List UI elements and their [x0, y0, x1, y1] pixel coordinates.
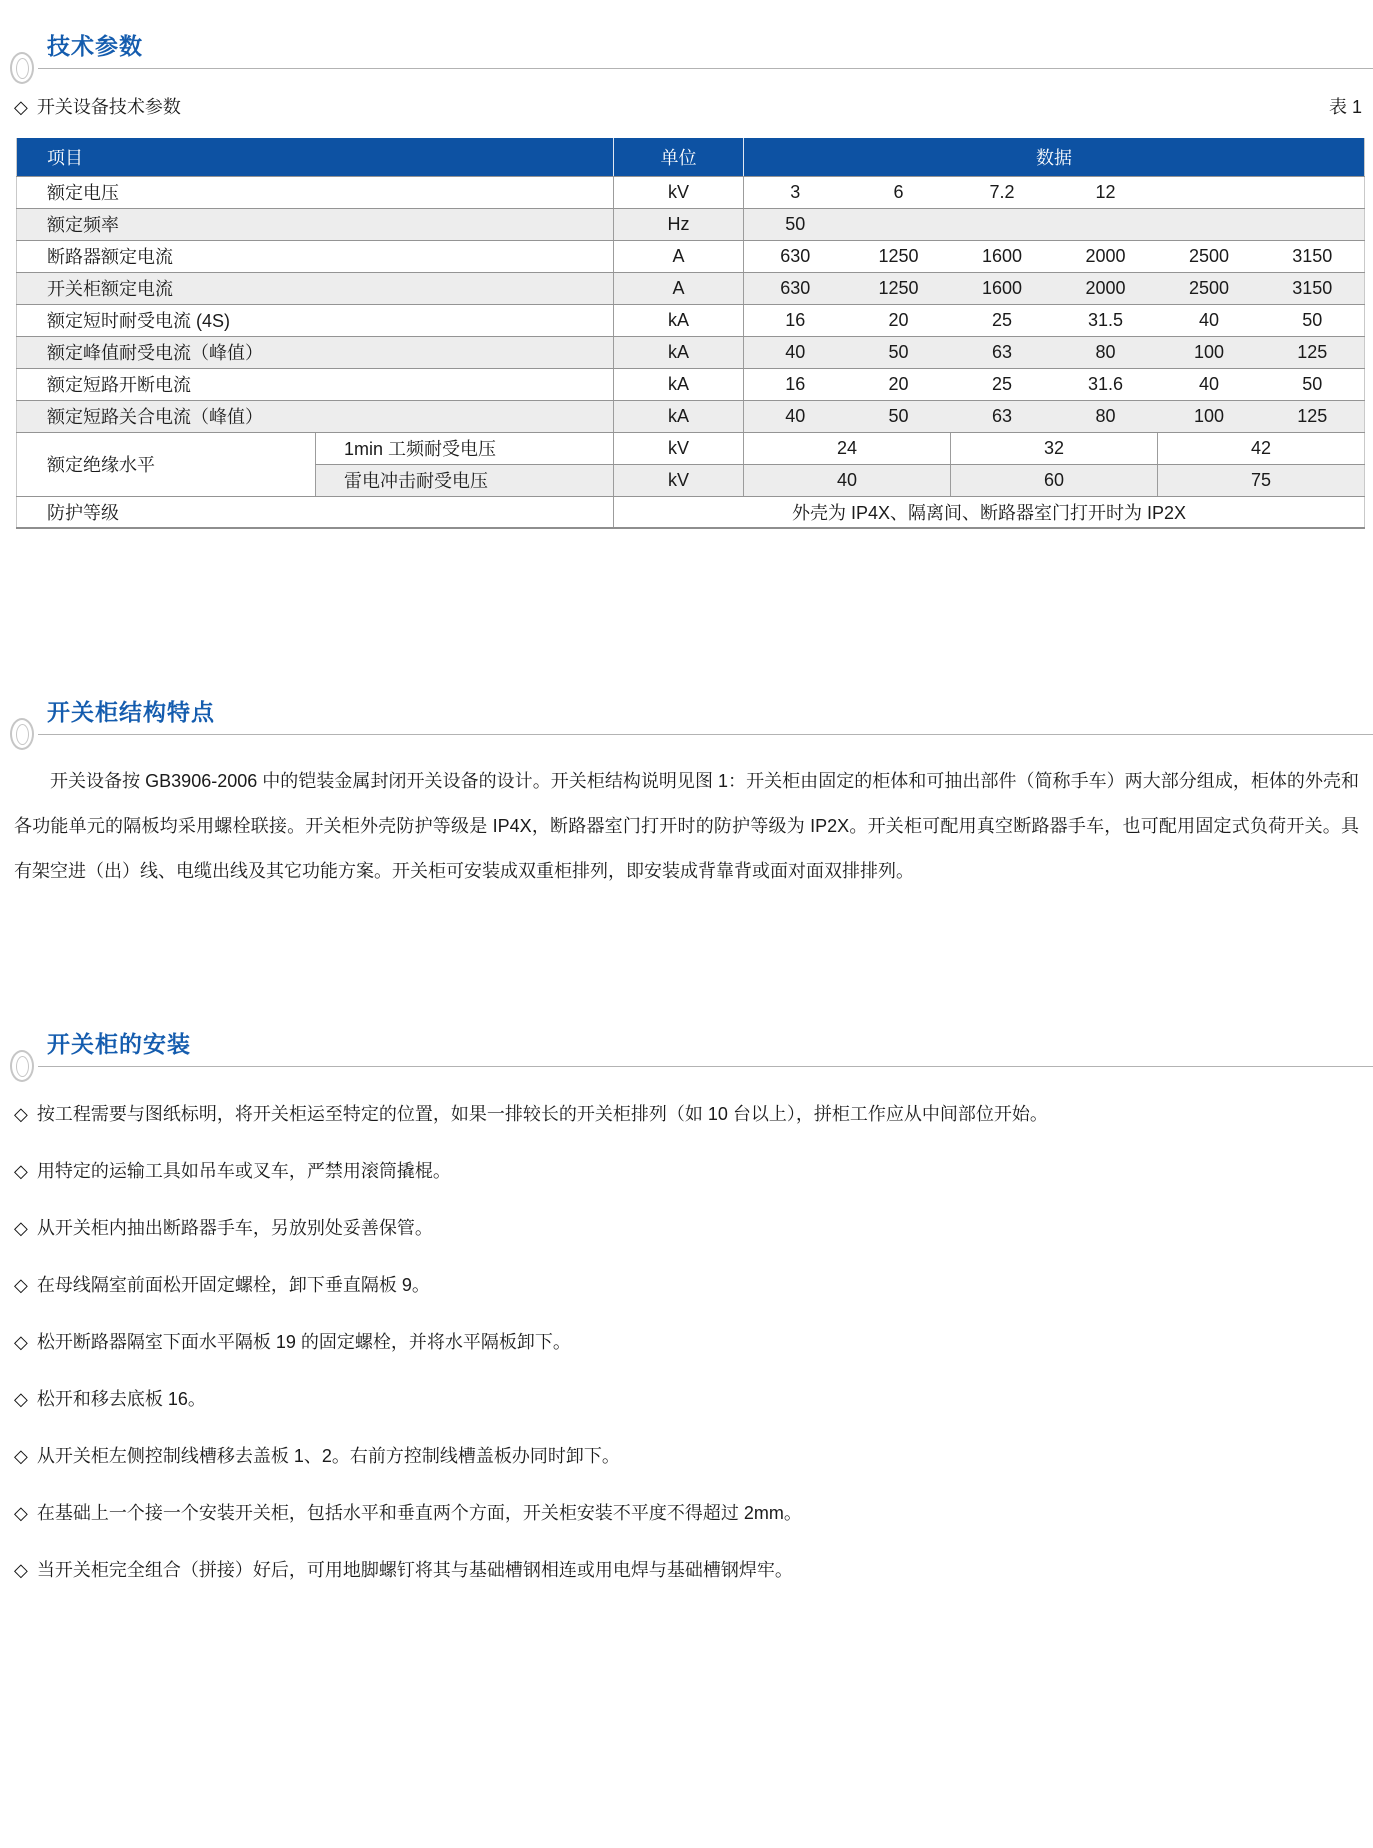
table-row — [17, 336, 1365, 368]
row-label: 防护等级 — [17, 496, 614, 528]
section-title-install: 开关柜的安装 — [47, 1031, 191, 1057]
ring-inner-icon — [16, 58, 29, 79]
list-item-text: 松开和移去底板 16。 — [36, 1389, 206, 1409]
cell-value: 80 — [1054, 400, 1158, 432]
cell-value: 125 — [1261, 336, 1365, 368]
cell-value: 42 — [1158, 432, 1365, 464]
cell-value: 40 — [1158, 304, 1261, 336]
cell-value: 100 — [1158, 400, 1261, 432]
cell-value: 63 — [951, 400, 1054, 432]
cell-value: 20 — [847, 368, 951, 400]
section-divider — [38, 1066, 1373, 1067]
cell-value: 2500 — [1158, 240, 1261, 272]
cell-value: 50 — [1261, 368, 1365, 400]
cell-value: 50 — [847, 400, 951, 432]
cell-value: 40 — [1158, 368, 1261, 400]
row-unit: kA — [614, 336, 744, 368]
row-unit: A — [614, 240, 744, 272]
row-label: 额定短路关合电流（峰值） — [17, 400, 614, 432]
diamond-icon: ◇ — [14, 1446, 28, 1466]
cell-value: 40 — [744, 400, 847, 432]
list-item — [14, 1382, 1359, 1416]
list-item — [14, 1553, 1359, 1587]
cell-value: 25 — [951, 304, 1054, 336]
cell-value: 12 — [1054, 176, 1158, 208]
diamond-icon: ◇ — [14, 1104, 28, 1124]
cell-value: 75 — [1158, 464, 1365, 496]
list-item — [14, 1097, 1359, 1131]
row-unit: kA — [614, 304, 744, 336]
table-row — [17, 272, 1365, 304]
section-structure — [0, 697, 1373, 894]
row-unit: Hz — [614, 208, 744, 240]
table-row — [17, 240, 1365, 272]
cell-value — [1158, 176, 1261, 208]
cell-value: 63 — [951, 336, 1054, 368]
cell-value: 20 — [847, 304, 951, 336]
table-row — [17, 304, 1365, 336]
list-item — [14, 1211, 1359, 1245]
cell-value: 50 — [744, 208, 847, 240]
row-label: 额定电压 — [17, 176, 614, 208]
cell-value: 16 — [744, 304, 847, 336]
cell-value — [847, 208, 951, 240]
ring-inner-icon — [16, 724, 29, 745]
row-label-insulation: 额定绝缘水平 — [17, 432, 316, 496]
table-row — [17, 400, 1365, 432]
cell-value: 80 — [1054, 336, 1158, 368]
cell-value — [951, 208, 1054, 240]
list-item — [14, 1496, 1359, 1530]
table-subtitle-label: 开关设备技术参数 — [36, 97, 181, 117]
cell-value: 630 — [744, 240, 847, 272]
list-item-text: 在母线隔室前面松开固定螺栓，卸下垂直隔板 9。 — [36, 1275, 430, 1295]
row-unit: kV — [614, 464, 744, 496]
cell-value: 50 — [847, 336, 951, 368]
cell-value — [1261, 208, 1365, 240]
list-item — [14, 1325, 1359, 1359]
diamond-icon: ◇ — [14, 1560, 28, 1580]
ring-icon — [10, 718, 34, 750]
section-divider — [38, 734, 1373, 735]
list-item-text: 松开断路器隔室下面水平隔板 19 的固定螺栓，并将水平隔板卸下。 — [36, 1332, 571, 1352]
cell-value: 60 — [951, 464, 1158, 496]
cell-value: 3150 — [1261, 240, 1365, 272]
row-label: 开关柜额定电流 — [17, 272, 614, 304]
col-header-data: 数据 — [744, 138, 1365, 176]
row-label: 断路器额定电流 — [17, 240, 614, 272]
cell-value: 100 — [1158, 336, 1261, 368]
list-item-text: 按工程需要与图纸标明，将开关柜运至特定的位置，如果一排较长的开关柜排列（如 10 台以上），拼柜工作应从中间部位开始。 — [36, 1104, 1048, 1124]
diamond-icon: ◇ — [14, 1161, 28, 1181]
table-row — [17, 176, 1365, 208]
cell-value: 25 — [951, 368, 1054, 400]
section-install — [0, 1029, 1373, 1587]
row-label: 额定短路开断电流 — [17, 368, 614, 400]
table-header-row — [17, 138, 1365, 176]
cell-value: 16 — [744, 368, 847, 400]
list-item — [14, 1268, 1359, 1302]
cell-value: 125 — [1261, 400, 1365, 432]
row-label: 额定短时耐受电流 (4S) — [17, 304, 614, 336]
diamond-icon: ◇ — [14, 1503, 28, 1523]
section-tech — [0, 31, 1373, 529]
list-item-text: 在基础上一个接一个安装开关柜，包括水平和垂直两个方面，开关柜安装不平度不得超过 2mm。 — [36, 1503, 802, 1523]
table-row — [17, 208, 1365, 240]
cell-value: 24 — [744, 432, 951, 464]
cell-value: 2500 — [1158, 272, 1261, 304]
cell-value: 32 — [951, 432, 1158, 464]
cell-value: 40 — [744, 464, 951, 496]
row-unit: A — [614, 272, 744, 304]
diamond-icon: ◇ — [14, 1218, 28, 1238]
table-number-label: 表 1 — [1328, 97, 1362, 117]
section-title-tech: 技术参数 — [47, 33, 143, 59]
structure-paragraph: 开关设备按 GB3906-2006 中的铠装金属封闭开关设备的设计。开关柜结构说明见图 1：开关柜由固定的柜体和可抽出部件（简称手车）两大部分组成，柜体的外壳和各功能单元的隔板均采用螺栓联接。开关柜外壳防护等级是 IP4X，断路器室门打开时的防护等级为 IP2X。开关柜可配用真空断路器手车，也可配用固定式负荷开关。具有架空进（出）线、电缆出线及其它功能方案。开关柜可安装成双重柜排列，即安装成背靠背或面对面双排排列。 — [14, 771, 1359, 881]
table-caption-row — [14, 94, 1362, 120]
diamond-icon: ◇ — [14, 97, 28, 117]
cell-value: 3 — [744, 176, 847, 208]
cell-value: 1600 — [951, 240, 1054, 272]
cell-value: 1250 — [847, 272, 951, 304]
cell-value: 3150 — [1261, 272, 1365, 304]
list-item-text: 用特定的运输工具如吊车或叉车，严禁用滚筒撬棍。 — [36, 1161, 451, 1181]
table-row — [17, 368, 1365, 400]
ring-icon — [10, 52, 34, 84]
row-label: 额定峰值耐受电流（峰值） — [17, 336, 614, 368]
cell-value: 1600 — [951, 272, 1054, 304]
protection-value: 外壳为 IP4X、隔离间、断路器室门打开时为 IP2X — [614, 496, 1365, 528]
ring-inner-icon — [16, 1056, 29, 1077]
list-item-text: 从开关柜内抽出断路器手车，另放别处妥善保管。 — [36, 1218, 433, 1238]
row-label: 额定频率 — [17, 208, 614, 240]
list-item-text: 从开关柜左侧控制线槽移去盖板 1、2。右前方控制线槽盖板办同时卸下。 — [36, 1446, 620, 1466]
cell-value: 1250 — [847, 240, 951, 272]
list-item — [14, 1439, 1359, 1473]
cell-value: 31.5 — [1054, 304, 1158, 336]
col-header-item: 项目 — [17, 138, 614, 176]
cell-value: 630 — [744, 272, 847, 304]
spec-table — [16, 138, 1365, 529]
list-item-text: 当开关柜完全组合（拼接）好后，可用地脚螺钉将其与基础槽钢相连或用电焊与基础槽钢焊牢。 — [36, 1560, 793, 1580]
row-unit: kV — [614, 176, 744, 208]
ring-icon — [10, 1050, 34, 1082]
row-unit: kA — [614, 400, 744, 432]
install-list — [14, 1097, 1359, 1587]
cell-value: 50 — [1261, 304, 1365, 336]
cell-value: 31.6 — [1054, 368, 1158, 400]
cell-value: 6 — [847, 176, 951, 208]
row-sublabel: 雷电冲击耐受电压 — [316, 464, 614, 496]
cell-value — [1054, 208, 1158, 240]
cell-value: 40 — [744, 336, 847, 368]
table-row-protection — [17, 496, 1365, 528]
diamond-icon: ◇ — [14, 1332, 28, 1352]
cell-value: 2000 — [1054, 240, 1158, 272]
col-header-unit: 单位 — [614, 138, 744, 176]
section-divider — [38, 68, 1373, 69]
row-sublabel: 1min 工频耐受电压 — [316, 432, 614, 464]
table-subtitle — [14, 94, 181, 120]
cell-value — [1261, 176, 1365, 208]
table-row-insulation-1 — [17, 432, 1365, 464]
diamond-icon: ◇ — [14, 1275, 28, 1295]
cell-value: 2000 — [1054, 272, 1158, 304]
diamond-icon: ◇ — [14, 1389, 28, 1409]
list-item — [14, 1154, 1359, 1188]
cell-value: 7.2 — [951, 176, 1054, 208]
row-unit: kA — [614, 368, 744, 400]
section-title-structure: 开关柜结构特点 — [47, 699, 215, 725]
row-unit: kV — [614, 432, 744, 464]
cell-value — [1158, 208, 1261, 240]
